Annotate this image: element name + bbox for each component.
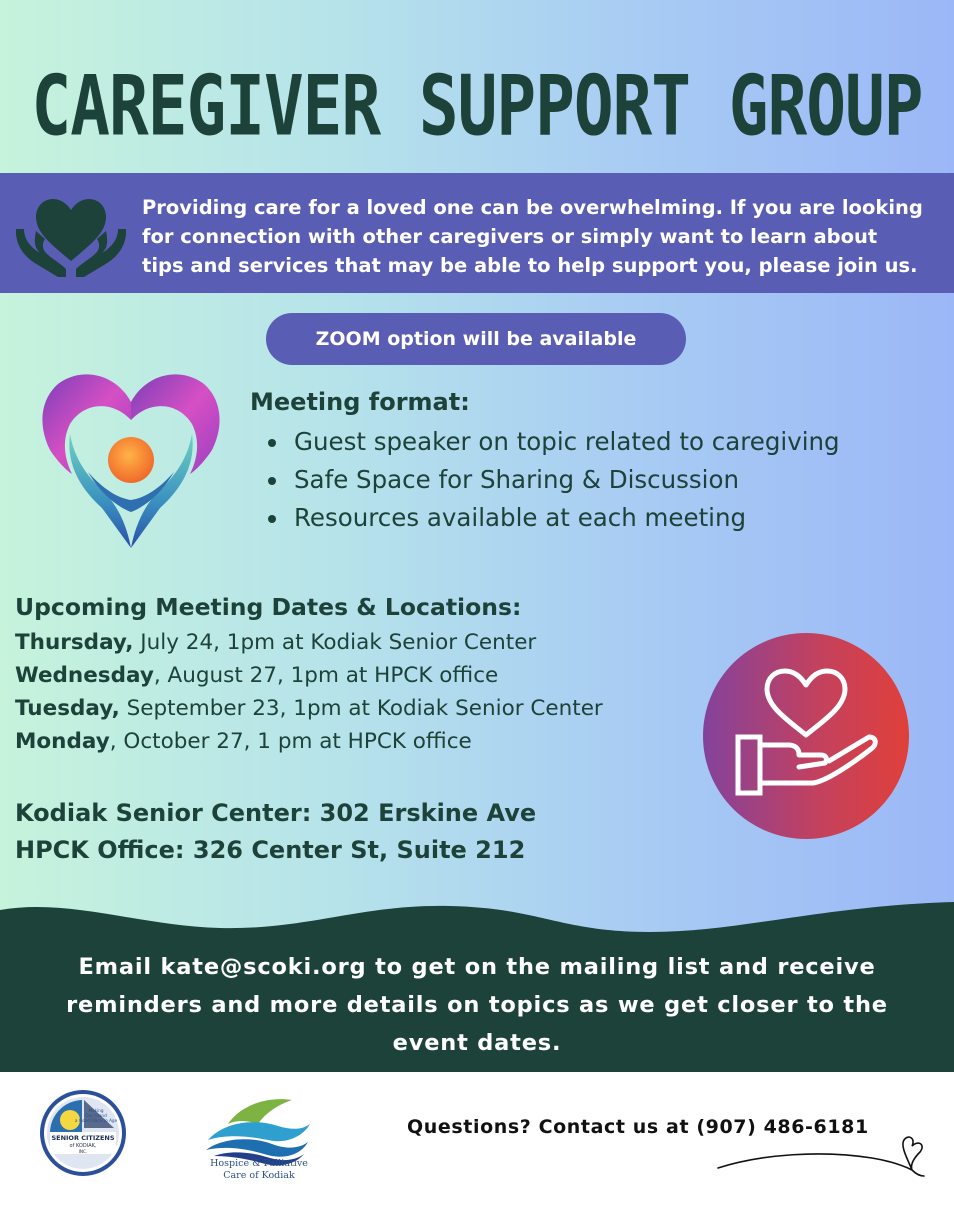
hand-heart-badge	[703, 633, 909, 839]
email-line: Email kate@scoki.org to get on the mailing list and receive	[78, 954, 876, 980]
list-item: Guest speaker on topic related to caregiving	[268, 423, 840, 461]
date-day: Wednesday	[15, 663, 154, 688]
date-details: July 24, 1pm at Kodiak Senior Center	[133, 630, 537, 655]
meeting-format-title: Meeting format:	[250, 388, 470, 416]
zoom-badge: ZOOM option will be available	[266, 313, 686, 365]
list-item: Resources available at each meeting	[268, 499, 840, 537]
date-details: , August 27, 1pm at HPCK office	[153, 663, 499, 688]
location-line: HPCK Office: 326 Center St, Suite 212	[15, 836, 526, 864]
dates-title: Upcoming Meeting Dates & Locations:	[15, 593, 522, 621]
intro-text	[142, 193, 950, 280]
page-title: CAREGIVER SUPPORT GROUP	[31, 58, 923, 155]
intro-line: for connection with other caregivers or simply want to learn about	[142, 225, 878, 248]
date-line	[15, 692, 603, 725]
heart-in-hand-icon	[703, 633, 909, 839]
email-line: event dates.	[392, 1030, 562, 1056]
date-line	[15, 659, 603, 692]
heart-in-hands-icon	[12, 185, 130, 281]
meeting-format-list	[268, 423, 840, 537]
seal-text: Our Island	[85, 1113, 107, 1118]
list-item: Safe Space for Sharing & Discussion	[268, 461, 840, 499]
hospice-name	[196, 1158, 322, 1182]
senior-citizens-of-kodiak-logo	[38, 1088, 128, 1178]
seal-text: Making	[88, 1108, 104, 1113]
date-day: Monday	[15, 729, 110, 754]
date-day: Thursday,	[15, 630, 134, 655]
date-details: , October 27, 1 pm at HPCK office	[109, 729, 472, 754]
seal-text: a Good Place to Age	[74, 1118, 118, 1123]
hospice-line: Care of Kodiak	[223, 1170, 295, 1181]
date-details: September 23, 1pm at Kodiak Senior Center	[119, 696, 603, 721]
seal-text: INC.	[78, 1149, 88, 1154]
location-line: Kodiak Senior Center: 302 Erskine Ave	[15, 799, 537, 827]
heart-flourish-icon	[712, 1132, 932, 1182]
seal-text: SENIOR CITIZENS	[51, 1134, 115, 1142]
date-line	[15, 626, 603, 659]
hospice-line: Hospice & Palliative	[210, 1158, 308, 1169]
email-text	[0, 948, 954, 1062]
date-line	[15, 725, 603, 758]
intro-line: tips and services that may be able to help support you, please join us.	[142, 254, 918, 277]
heart-person-logo-icon	[36, 362, 226, 552]
email-line: reminders and more details on topics as we get closer to the	[66, 992, 888, 1018]
seal-text: of KODIAK,	[69, 1143, 97, 1149]
contact-text: Questions? Contact us at (907) 486-6181	[407, 1116, 869, 1138]
intro-line: Providing care for a loved one can be overwhelming. If you are looking	[142, 196, 923, 219]
locations	[15, 795, 536, 869]
meeting-dates	[15, 626, 603, 758]
intro-band	[0, 173, 954, 293]
date-day: Tuesday,	[15, 696, 120, 721]
